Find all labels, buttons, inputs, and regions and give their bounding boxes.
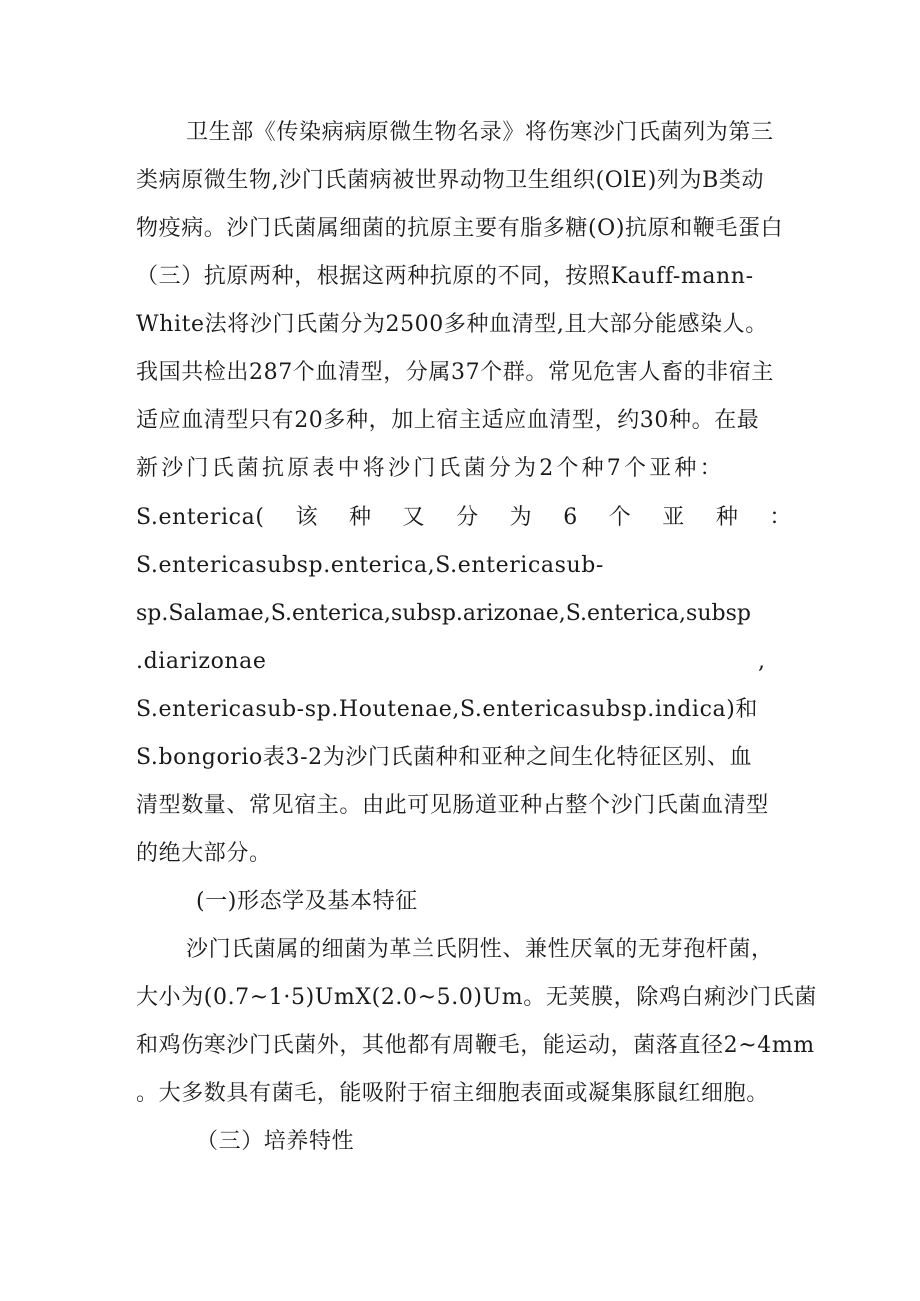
paragraph-line: S.bongorio表3-2为沙门氏菌种和亚种之间生化特征区别、血 [136, 745, 753, 770]
paragraph-line: 大小为(0.7~1·5)UmX(2.0~5.0)Um。无荚膜，除鸡白痢沙门氏菌 [136, 985, 818, 1010]
section-heading: (一)形态学及基本特征 [196, 889, 418, 914]
justified-species-line: S.enterica( 该 种 又 分 为 6 个 亚 种 ： [136, 505, 792, 530]
paragraph-line: （三）抗原两种，根据这两种抗原的不同，按照Kauff-mann- [136, 264, 754, 289]
trailing-comma: , [758, 649, 766, 674]
paragraph-line: 我国共检出287个血清型，分属37个群。常见危害人畜的非宿主 [136, 360, 774, 385]
paragraph-line: 物疫病。沙门氏菌属细菌的抗原主要有脂多糖(O)抗原和鞭毛蛋白 [136, 216, 784, 241]
paragraph-line: 类病原微生物,沙门氏菌病被世界动物卫生组织(OlE)列为B类动 [136, 168, 765, 193]
paragraph-line: 和鸡伤寒沙门氏菌外，其他都有周鞭毛，能运动，菌落直径2~4mm [136, 1033, 815, 1058]
paragraph-line: S.entericasub-sp.Houtenae,S.entericasubsp.indica)和 [136, 697, 758, 722]
paragraph-line: sp.Salamae,S.enterica,subsp.arizonae,S.enterica,subsp [136, 601, 751, 626]
paragraph-line: .diarizonae , [136, 647, 792, 677]
section-heading: （三）培养特性 [196, 1129, 355, 1154]
paragraph-line: 。大多数具有菌毛，能吸附于宿主细胞表面或凝集豚鼠红细胞。 [136, 1081, 769, 1106]
paragraph-line: 卫生部《传染病病原微生物名录》将伤寒沙门氏菌列为第三 [186, 120, 774, 145]
paragraph-line: 新沙门氏菌抗原表中将沙门氏菌分为2个种7个亚种： [136, 456, 725, 481]
paragraph-line: 的绝大部分。 [136, 841, 272, 866]
paragraph-line: White法将沙门氏菌分为2500多种血清型,且大部分能感染人。 [136, 312, 768, 337]
paragraph-line: 适应血清型只有20多种，加上宿主适应血清型，约30种。在最 [136, 408, 760, 433]
paragraph-line: 清型数量、常见宿主。由此可见肠道亚种占整个沙门氏菌血清型 [136, 793, 769, 818]
paragraph-line: S.entericasubsp.enterica,S.entericasub- [136, 553, 604, 578]
paragraph-line: 沙门氏菌属的细菌为革兰氏阴性、兼性厌氧的无芽孢杆菌， [186, 937, 774, 962]
